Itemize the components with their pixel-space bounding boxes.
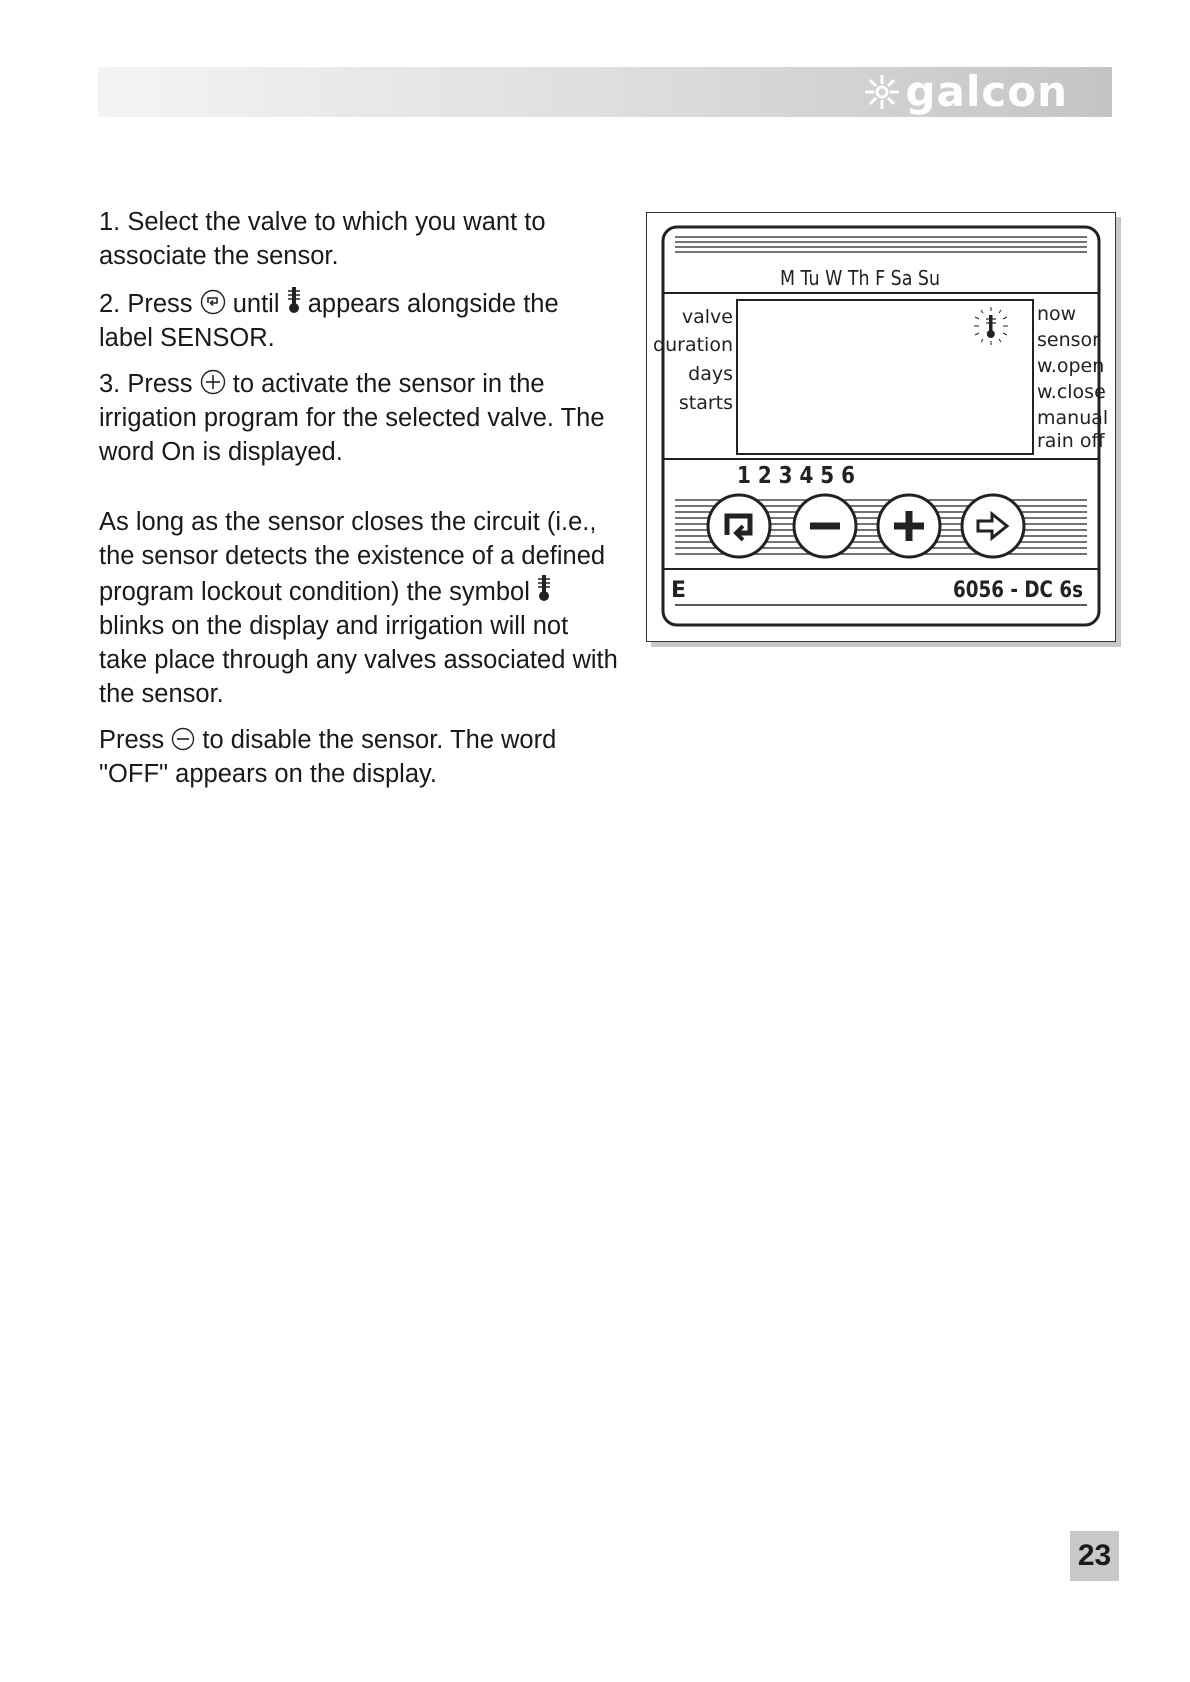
brand-name: galcon [905,67,1068,116]
lcd-label-sensor: sensor [1037,329,1100,351]
device-cycle-button[interactable] [708,495,770,557]
step-2-press: 2. Press [99,290,193,318]
lcd-label-w-close: w.close [1037,381,1106,403]
controller-device [646,212,1116,642]
lcd-label-starts: starts [678,392,733,414]
lcd-label-manual: manual [1037,407,1109,429]
minus-button-icon [171,727,195,751]
device-model-label: 6056 - DC 6s [953,578,1083,603]
disable-step [99,723,619,791]
device-next-button[interactable] [962,495,1024,557]
sensor-note [99,505,619,711]
lcd-label-now: now [1037,303,1077,325]
disable-rest: to disable the sensor. The word "OFF" appears on the display. [99,726,557,788]
sensor-note-rest: blinks on the display and irrigation will not take place through any valves associated with the sensor. [99,612,618,708]
step-1: 1. Select the valve to which you want to associate the sensor. [99,208,546,270]
device-corner-letter: E [671,578,687,603]
step-3 [99,367,619,469]
device-plus-button[interactable] [878,495,940,557]
lcd-label-w-open: w.open [1037,355,1105,377]
step-3-press: 3. Press [99,370,193,398]
lcd-valve-numbers: 1 2 3 4 5 6 [737,463,855,489]
step-3-rest: to activate the sensor in the irrigation program for the selected valve. The word On is displayed. [99,370,605,466]
lcd-label-rain-off: rain off [1037,430,1105,452]
step-2-rest: appears alongside the label SENSOR. [99,290,559,352]
lcd-label-duration: duration [653,334,733,356]
instructions [99,205,619,803]
sensor-thermometer-icon [287,285,301,315]
lcd-label-days: days [688,363,733,385]
lcd-days-of-week: M Tu W Th F Sa Su [780,266,940,290]
header-bar [98,67,1112,117]
sensor-thermometer-icon [537,573,551,603]
cycle-button-icon [200,289,226,315]
device-minus-button[interactable] [794,495,856,557]
sensor-note-text: As long as the sensor closes the circuit (i.e., the sensor detects the existence of a defined program lockout condition) the symbol [99,508,606,606]
flower-logo-icon [862,72,902,112]
page-number: 23 [1070,1531,1119,1581]
plus-button-icon [200,369,226,395]
step-2-until: until [232,290,280,318]
step-2 [99,285,619,355]
disable-press: Press [99,726,165,754]
lcd-label-valve: valve [681,306,733,328]
brand-logo [862,69,1068,115]
controller-drawing [647,213,1115,641]
